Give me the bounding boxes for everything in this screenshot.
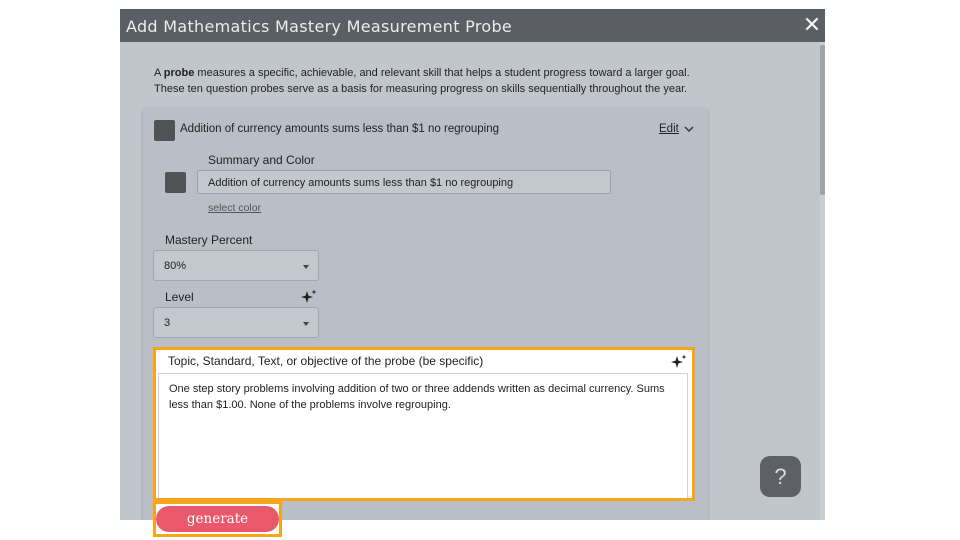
card-color-swatch	[154, 120, 175, 141]
level-value: 3	[164, 317, 171, 329]
level-label: Level	[165, 290, 194, 304]
intro-text	[154, 65, 754, 97]
generate-button-highlight	[153, 501, 282, 537]
generate-button[interactable]: generate	[156, 506, 279, 532]
sparkle-icon[interactable]	[671, 354, 687, 370]
mastery-percent-value: 80%	[164, 260, 187, 272]
mastery-percent-label: Mastery Percent	[165, 233, 253, 247]
card-title: Addition of currency amounts sums less than $1 no regrouping	[180, 123, 499, 135]
select-color-link[interactable]: select color	[208, 202, 262, 214]
modal-scrollbar-thumb[interactable]	[820, 45, 825, 195]
summary-label: Summary and Color	[208, 153, 315, 167]
intro-line-2: These ten question probes serve as a basis for measuring progress on skills sequentially throughout the year.	[154, 83, 688, 95]
level-select[interactable]	[153, 307, 319, 338]
sparkle-icon[interactable]	[301, 289, 317, 305]
close-icon[interactable]: ✕	[802, 12, 822, 37]
dropdown-arrow-icon	[303, 322, 309, 326]
intro-line-1: A probe measures a specific, achievable, and relevant skill that helps a student progress toward a larger goal.	[154, 67, 690, 79]
topic-label: Topic, Standard, Text, or objective of the probe (be specific)	[168, 354, 484, 368]
summary-input[interactable]: Addition of currency amounts sums less than $1 no regrouping	[197, 170, 611, 194]
modal-title: Add Mathematics Mastery Measurement Probe	[126, 17, 513, 36]
edit-link[interactable]: Edit	[659, 123, 679, 135]
chevron-down-icon[interactable]	[682, 122, 696, 136]
topic-header	[156, 350, 692, 373]
help-icon[interactable]: ?	[760, 456, 801, 497]
mastery-percent-select[interactable]	[153, 250, 319, 281]
topic-textarea[interactable]: One step story problems involving addition of two or three addends written as decimal currency. Sums less than $1.00. None of the problems involve regrouping.	[158, 373, 688, 498]
topic-field-highlight	[153, 347, 695, 501]
modal-titlebar	[120, 9, 825, 42]
intro-bold-word: probe	[163, 67, 195, 79]
dropdown-arrow-icon	[303, 265, 309, 269]
summary-color-swatch[interactable]	[165, 172, 186, 193]
